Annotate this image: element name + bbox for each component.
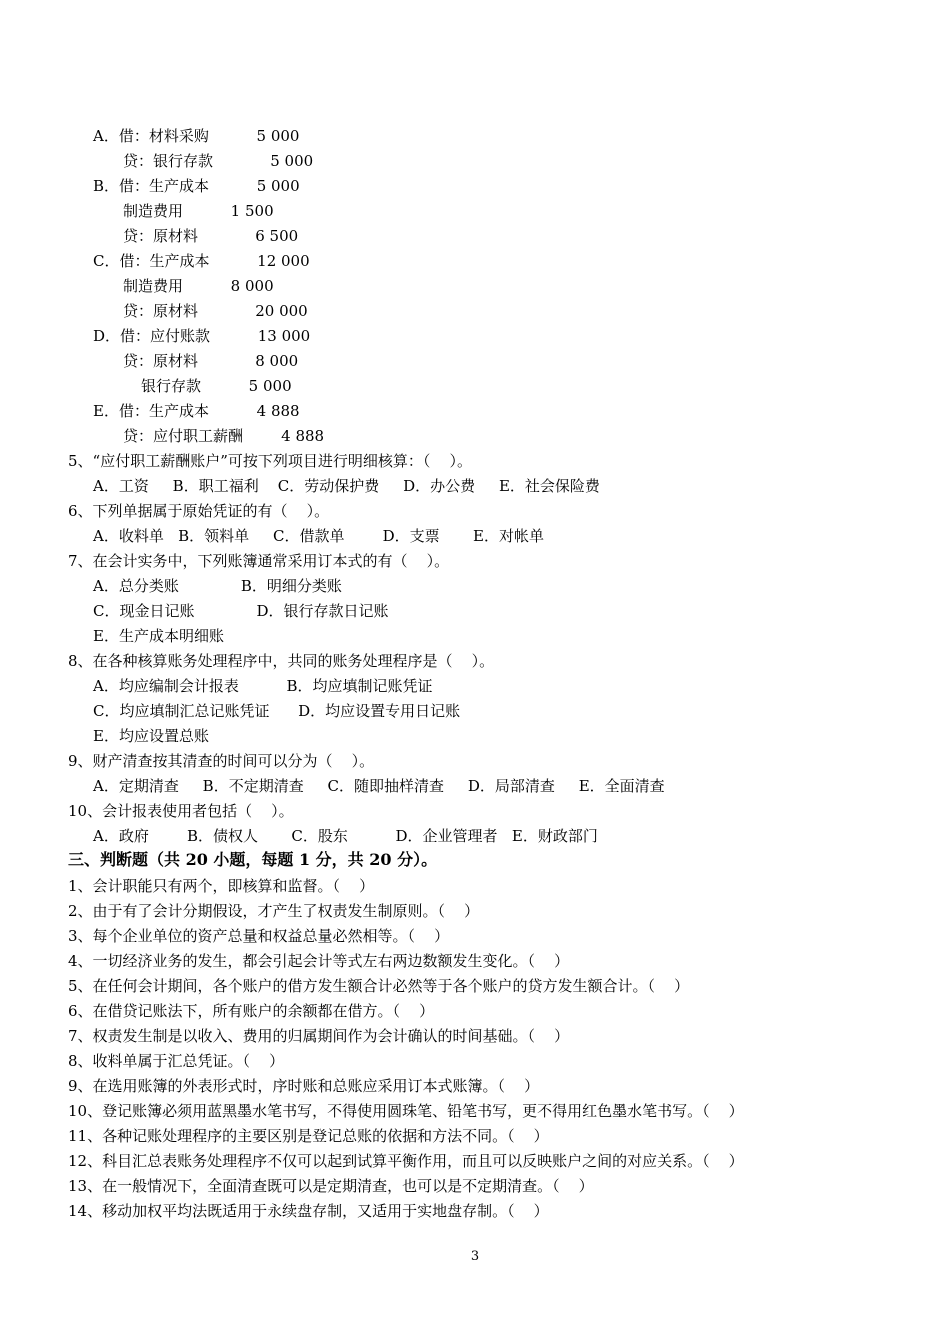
text-line: 9、在选用账簿的外表形式时，序时账和总账应采用订本式账簿。（ ） [68,1077,540,1095]
text-line: 11、各种记账处理程序的主要区别是登记总账的依据和方法不同。（ ） [68,1127,549,1145]
text-line: 贷：原材料 20 000 [123,302,308,320]
text-line: E．借：生产成本 4 888 [93,402,300,420]
section-heading: 三、判断题（共 20 小题，每题 1 分，共 20 分）。 [68,850,438,869]
text-line: A．收料单 B．领料单 C．借款单 D．支票 E．对帐单 [93,527,544,545]
text-line: 5、“应付职工薪酬账户”可按下列项目进行明细核算：（ ）。 [68,452,472,470]
text-line: 制造费用 1 500 [123,202,274,220]
text-line: B．借：生产成本 5 000 [93,177,300,195]
text-line: 8、收料单属于汇总凭证。（ ） [68,1052,285,1070]
text-line: 贷：应付职工薪酬 4 888 [123,427,325,445]
page-number: 3 [470,1249,480,1264]
text-line: 10、会计报表使用者包括（ ）。 [68,802,294,820]
text-line: 8、在各种核算账务处理程序中，共同的账务处理程序是（ ）。 [68,652,495,670]
text-line: A．均应编制会计报表 B．均应填制记账凭证 [93,677,433,695]
text-line: 制造费用 8 000 [123,277,274,295]
text-line: 6、下列单据属于原始凭证的有（ ）。 [68,502,330,520]
text-line: C．借：生产成本 12 000 [93,252,310,270]
text-line: 12、科目汇总表账务处理程序不仅可以起到试算平衡作用，而且可以反映账户之间的对应关系。（ ） [68,1152,744,1170]
text-line: 1、会计职能只有两个，即核算和监督。（ ） [68,877,375,895]
text-line: 贷：银行存款 5 000 [123,152,314,170]
text-line: 9、财产清查按其清查的时间可以分为（ ）。 [68,752,375,770]
text-line: A．工资 B．职工福利 C．劳动保护费 D．办公费 E．社会保险费 [93,477,600,495]
text-line: 5、在任何会计期间，各个账户的借方发生额合计必然等于各个账户的贷方发生额合计。（ ） [68,977,690,995]
text-line: D．借：应付账款 13 000 [93,327,311,345]
text-line: 银行存款 5 000 [141,377,292,395]
text-line: C．均应填制汇总记账凭证 D．均应设置专用日记账 [93,702,461,720]
text-line: A．政府 B．债权人 C．股东 D．企业管理者 E．财政部门 [93,827,598,845]
text-line: A．借：材料采购 5 000 [93,127,300,145]
text-line: 贷：原材料 6 500 [123,227,299,245]
text-line: 4、一切经济业务的发生，都会引起会计等式左右两边数额发生变化。（ ） [68,952,570,970]
text-line: 13、在一般情况下，全面清查既可以是定期清查，也可以是不定期清查。（ ） [68,1177,594,1195]
text-line: E．均应设置总账 [93,727,209,745]
text-line: 7、在会计实务中，下列账簿通常采用订本式的有（ ）。 [68,552,450,570]
text-line: 14、移动加权平均法既适用于永续盘存制，又适用于实地盘存制。（ ） [68,1202,549,1220]
text-line: 2、由于有了会计分期假设，才产生了权责发生制原则。（ ） [68,902,480,920]
text-line: 6、在借贷记账法下，所有账户的余额都在借方。（ ） [68,1002,435,1020]
text-line: 贷：原材料 8 000 [123,352,299,370]
text-line: E．生产成本明细账 [93,627,224,645]
text-line: 3、每个企业单位的资产总量和权益总量必然相等。（ ） [68,927,450,945]
text-line: 7、权责发生制是以收入、费用的归属期间作为会计确认的时间基础。（ ） [68,1027,570,1045]
text-line: A．定期清查 B．不定期清查 C．随即抽样清查 D．局部清查 E．全面清查 [93,777,665,795]
text-line: C．现金日记账 D．银行存款日记账 [93,602,389,620]
text-line: 10、登记账簿必须用蓝黑墨水笔书写，不得使用圆珠笔、铅笔书写，更不得用红色墨水笔书写。（ ） [68,1102,744,1120]
text-line: A．总分类账 B．明细分类账 [93,577,342,595]
